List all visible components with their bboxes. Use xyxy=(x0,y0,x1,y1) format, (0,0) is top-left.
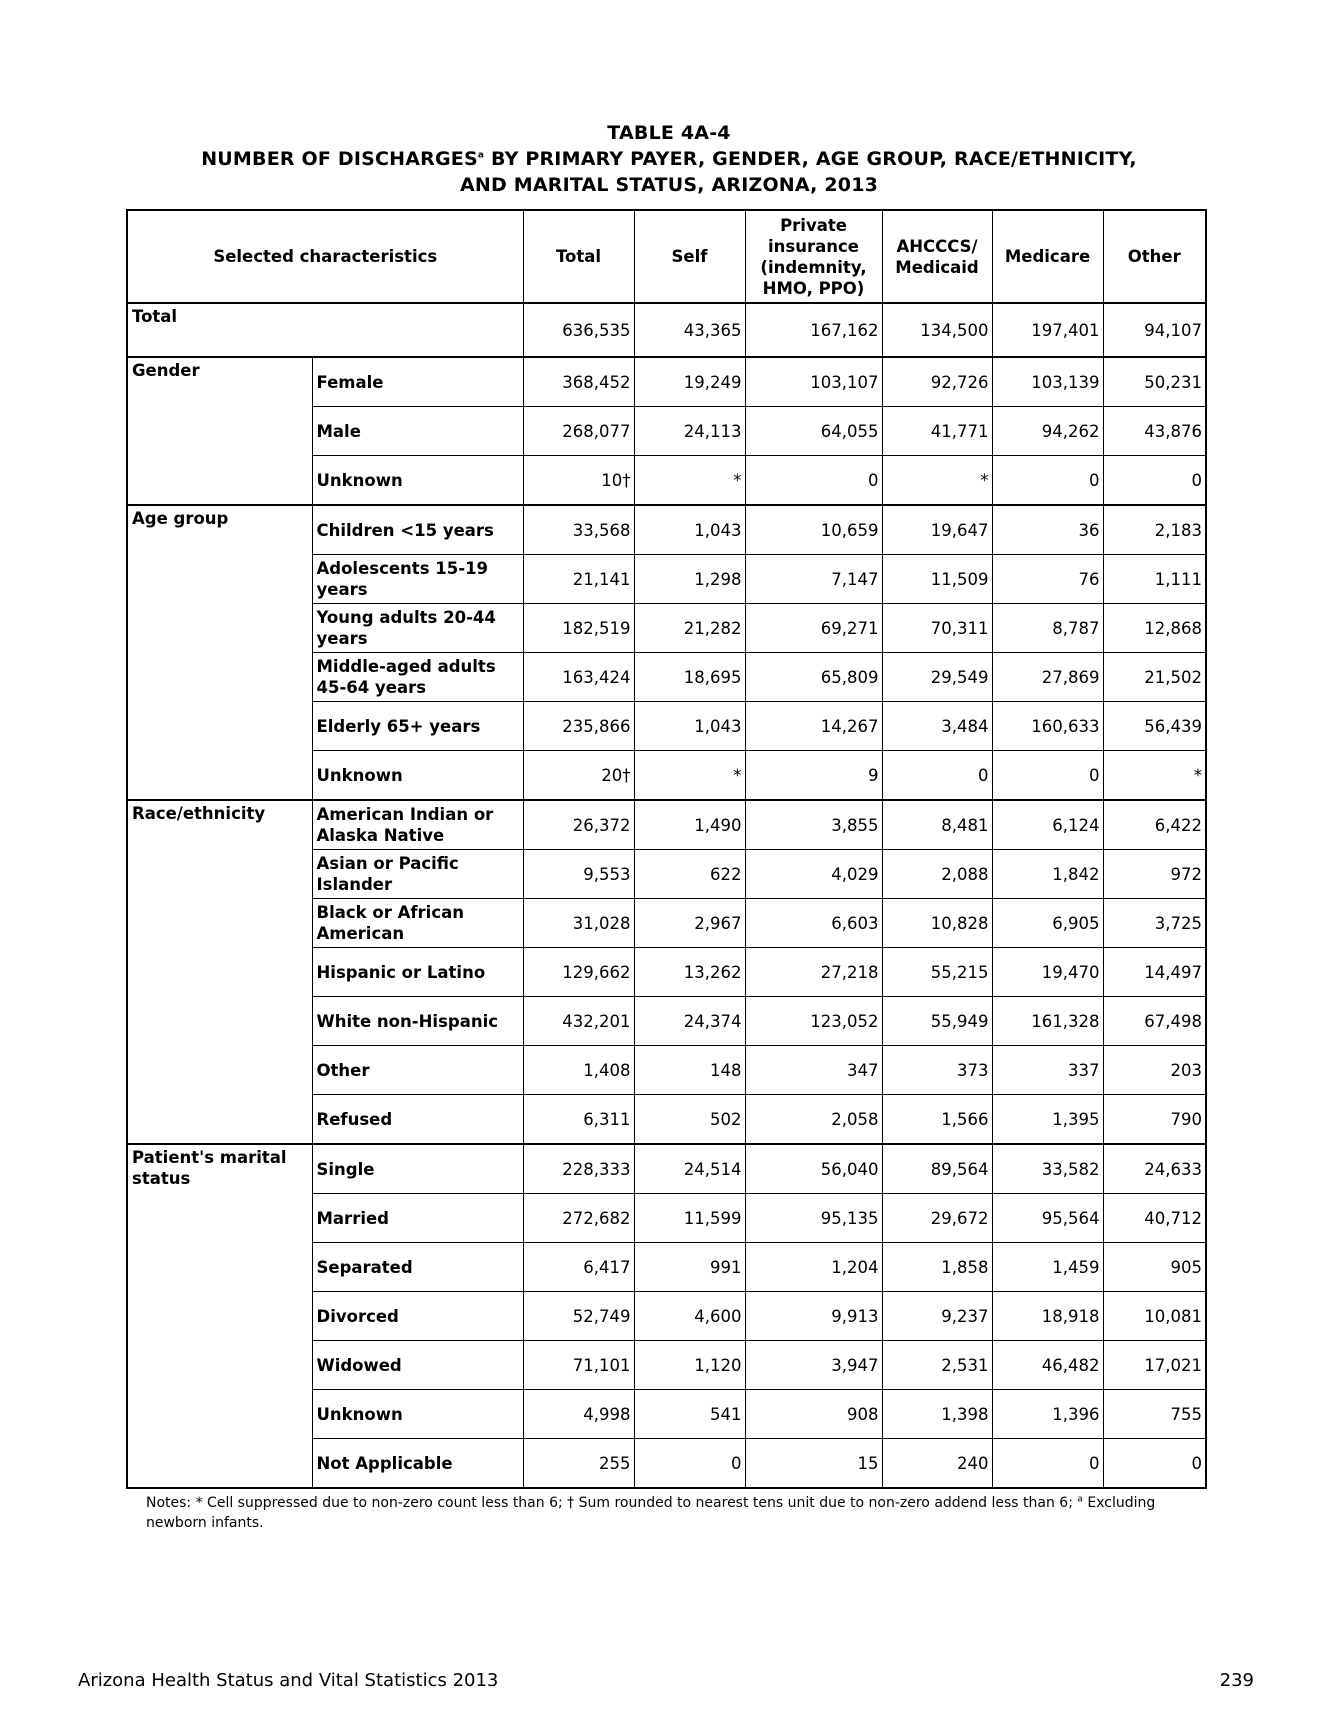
row-label: Male xyxy=(312,407,523,456)
header-other: Other xyxy=(1103,210,1206,303)
value-cell: 240 xyxy=(882,1439,992,1489)
value-cell: 95,135 xyxy=(745,1194,882,1243)
value-cell: 10,828 xyxy=(882,899,992,948)
value-cell: 6,417 xyxy=(523,1243,634,1292)
value-cell: 432,201 xyxy=(523,997,634,1046)
value-cell: 95,564 xyxy=(992,1194,1103,1243)
value-cell: 1,395 xyxy=(992,1095,1103,1145)
value-cell: 29,672 xyxy=(882,1194,992,1243)
value-cell: 40,712 xyxy=(1103,1194,1206,1243)
value-cell: 0 xyxy=(992,456,1103,506)
title-line-2 xyxy=(0,146,1338,172)
group-label: Race/ethnicity xyxy=(127,800,312,1144)
value-cell: 31,028 xyxy=(523,899,634,948)
value-cell: 541 xyxy=(634,1390,745,1439)
value-cell: 6,603 xyxy=(745,899,882,948)
value-cell: 9,553 xyxy=(523,850,634,899)
value-cell: 1,858 xyxy=(882,1243,992,1292)
value-cell: 636,535 xyxy=(523,303,634,357)
table-row-total xyxy=(127,303,1206,357)
value-cell: 103,139 xyxy=(992,357,1103,407)
notes-superscript: a xyxy=(1077,1494,1083,1505)
value-cell: 10† xyxy=(523,456,634,506)
table-row xyxy=(127,1144,1206,1194)
footer-publication-title: Arizona Health Status and Vital Statistics 2013 xyxy=(78,1670,499,1691)
value-cell: 3,947 xyxy=(745,1341,882,1390)
value-cell: 29,549 xyxy=(882,653,992,702)
value-cell: 163,424 xyxy=(523,653,634,702)
row-label: Female xyxy=(312,357,523,407)
value-cell: 1,490 xyxy=(634,800,745,850)
footer-page-number: 239 xyxy=(1219,1670,1254,1691)
value-cell: 0 xyxy=(634,1439,745,1489)
value-cell: 6,124 xyxy=(992,800,1103,850)
value-cell: 2,967 xyxy=(634,899,745,948)
value-cell: 24,113 xyxy=(634,407,745,456)
value-cell: 1,398 xyxy=(882,1390,992,1439)
value-cell: 2,088 xyxy=(882,850,992,899)
value-cell: 33,568 xyxy=(523,505,634,555)
row-label: Unknown xyxy=(312,1390,523,1439)
value-cell: 908 xyxy=(745,1390,882,1439)
value-cell: 347 xyxy=(745,1046,882,1095)
title-superscript: a xyxy=(477,150,485,161)
value-cell: 2,183 xyxy=(1103,505,1206,555)
row-label: Asian or Pacific Islander xyxy=(312,850,523,899)
value-cell: 26,372 xyxy=(523,800,634,850)
value-cell: 27,218 xyxy=(745,948,882,997)
value-cell: 71,101 xyxy=(523,1341,634,1390)
value-cell: 17,021 xyxy=(1103,1341,1206,1390)
value-cell: 10,081 xyxy=(1103,1292,1206,1341)
value-cell: 103,107 xyxy=(745,357,882,407)
value-cell: 10,659 xyxy=(745,505,882,555)
group-label: Patient's marital status xyxy=(127,1144,312,1488)
value-cell: 50,231 xyxy=(1103,357,1206,407)
value-cell: 1,043 xyxy=(634,702,745,751)
value-cell: 502 xyxy=(634,1095,745,1145)
value-cell: 3,855 xyxy=(745,800,882,850)
row-label: Hispanic or Latino xyxy=(312,948,523,997)
value-cell: * xyxy=(882,456,992,506)
value-cell: * xyxy=(1103,751,1206,801)
row-label: Divorced xyxy=(312,1292,523,1341)
table-body xyxy=(127,303,1206,1488)
value-cell: 0 xyxy=(745,456,882,506)
value-cell: 7,147 xyxy=(745,555,882,604)
row-label: Not Applicable xyxy=(312,1439,523,1489)
value-cell: 905 xyxy=(1103,1243,1206,1292)
value-cell: 92,726 xyxy=(882,357,992,407)
value-cell: 2,531 xyxy=(882,1341,992,1390)
value-cell: 52,749 xyxy=(523,1292,634,1341)
value-cell: 46,482 xyxy=(992,1341,1103,1390)
value-cell: 0 xyxy=(992,1439,1103,1489)
row-label: Middle-aged adults 45-64 years xyxy=(312,653,523,702)
row-label: Elderly 65+ years xyxy=(312,702,523,751)
value-cell: 9,913 xyxy=(745,1292,882,1341)
value-cell: 1,842 xyxy=(992,850,1103,899)
row-label: Refused xyxy=(312,1095,523,1145)
value-cell: 24,374 xyxy=(634,997,745,1046)
title-line-3: AND MARITAL STATUS, ARIZONA, 2013 xyxy=(459,174,879,196)
value-cell: 94,107 xyxy=(1103,303,1206,357)
value-cell: 972 xyxy=(1103,850,1206,899)
row-label-total: Total xyxy=(127,303,523,357)
value-cell: 4,029 xyxy=(745,850,882,899)
value-cell: 14,267 xyxy=(745,702,882,751)
discharges-table xyxy=(126,209,1207,1489)
header-private-insurance: Private insurance (indemnity, HMO, PPO) xyxy=(745,210,882,303)
value-cell: 21,502 xyxy=(1103,653,1206,702)
row-label: White non-Hispanic xyxy=(312,997,523,1046)
value-cell: 167,162 xyxy=(745,303,882,357)
value-cell: 64,055 xyxy=(745,407,882,456)
value-cell: 255 xyxy=(523,1439,634,1489)
value-cell: 56,439 xyxy=(1103,702,1206,751)
table-row xyxy=(127,357,1206,407)
value-cell: 373 xyxy=(882,1046,992,1095)
row-label: Widowed xyxy=(312,1341,523,1390)
value-cell: 94,262 xyxy=(992,407,1103,456)
table-title xyxy=(0,120,1338,198)
value-cell: 123,052 xyxy=(745,997,882,1046)
header-total: Total xyxy=(523,210,634,303)
value-cell: 4,600 xyxy=(634,1292,745,1341)
value-cell: 6,422 xyxy=(1103,800,1206,850)
value-cell: 160,633 xyxy=(992,702,1103,751)
value-cell: 1,396 xyxy=(992,1390,1103,1439)
title-line-2b: BY PRIMARY PAYER, GENDER, AGE GROUP, RACE/ETHNICITY, xyxy=(484,148,1137,170)
value-cell: 27,869 xyxy=(992,653,1103,702)
row-label: Separated xyxy=(312,1243,523,1292)
notes-text-a: Notes: * Cell suppressed due to non-zero count less than 6; † Sum rounded to nearest tens unit due to non-zero addend less than 6; xyxy=(146,1495,1078,1511)
value-cell: 21,282 xyxy=(634,604,745,653)
header-selected-characteristics: Selected characteristics xyxy=(127,210,523,303)
value-cell: * xyxy=(634,456,745,506)
row-label: American Indian or Alaska Native xyxy=(312,800,523,850)
value-cell: 337 xyxy=(992,1046,1103,1095)
value-cell: 36 xyxy=(992,505,1103,555)
value-cell: 89,564 xyxy=(882,1144,992,1194)
value-cell: 0 xyxy=(1103,1439,1206,1489)
value-cell: 11,599 xyxy=(634,1194,745,1243)
value-cell: 43,876 xyxy=(1103,407,1206,456)
value-cell: 18,695 xyxy=(634,653,745,702)
value-cell: 1,043 xyxy=(634,505,745,555)
value-cell: 1,120 xyxy=(634,1341,745,1390)
row-label: Unknown xyxy=(312,456,523,506)
row-label: Adolescents 15-19 years xyxy=(312,555,523,604)
row-label: Other xyxy=(312,1046,523,1095)
value-cell: 18,918 xyxy=(992,1292,1103,1341)
value-cell: 0 xyxy=(1103,456,1206,506)
value-cell: 19,470 xyxy=(992,948,1103,997)
value-cell: 991 xyxy=(634,1243,745,1292)
value-cell: 13,262 xyxy=(634,948,745,997)
value-cell: 228,333 xyxy=(523,1144,634,1194)
value-cell: 622 xyxy=(634,850,745,899)
value-cell: 19,647 xyxy=(882,505,992,555)
value-cell: 41,771 xyxy=(882,407,992,456)
value-cell: 2,058 xyxy=(745,1095,882,1145)
value-cell: 65,809 xyxy=(745,653,882,702)
value-cell: 755 xyxy=(1103,1390,1206,1439)
value-cell: 12,868 xyxy=(1103,604,1206,653)
value-cell: 0 xyxy=(992,751,1103,801)
header-row xyxy=(127,210,1206,303)
value-cell: 9 xyxy=(745,751,882,801)
title-line-1: TABLE 4A-4 xyxy=(607,122,731,144)
value-cell: 272,682 xyxy=(523,1194,634,1243)
value-cell: 15 xyxy=(745,1439,882,1489)
value-cell: 0 xyxy=(882,751,992,801)
table-row xyxy=(127,800,1206,850)
value-cell: 6,905 xyxy=(992,899,1103,948)
value-cell: 9,237 xyxy=(882,1292,992,1341)
value-cell: 1,459 xyxy=(992,1243,1103,1292)
value-cell: 1,298 xyxy=(634,555,745,604)
value-cell: 20† xyxy=(523,751,634,801)
notes-text-b: Excluding newborn infants. xyxy=(146,1495,1156,1531)
value-cell: 1,111 xyxy=(1103,555,1206,604)
row-label: Young adults 20-44 years xyxy=(312,604,523,653)
value-cell: 129,662 xyxy=(523,948,634,997)
value-cell: 70,311 xyxy=(882,604,992,653)
table-notes xyxy=(146,1493,1206,1533)
value-cell: 1,204 xyxy=(745,1243,882,1292)
value-cell: 161,328 xyxy=(992,997,1103,1046)
value-cell: 1,566 xyxy=(882,1095,992,1145)
table-row xyxy=(127,505,1206,555)
value-cell: 43,365 xyxy=(634,303,745,357)
value-cell: 55,949 xyxy=(882,997,992,1046)
value-cell: 24,514 xyxy=(634,1144,745,1194)
title-line-2a: NUMBER OF DISCHARGES xyxy=(201,148,478,170)
value-cell: 21,141 xyxy=(523,555,634,604)
value-cell: 19,249 xyxy=(634,357,745,407)
header-ahcccs-medicaid: AHCCCS/ Medicaid xyxy=(882,210,992,303)
value-cell: 55,215 xyxy=(882,948,992,997)
value-cell: 8,787 xyxy=(992,604,1103,653)
value-cell: 197,401 xyxy=(992,303,1103,357)
value-cell: 69,271 xyxy=(745,604,882,653)
header-self: Self xyxy=(634,210,745,303)
group-label: Gender xyxy=(127,357,312,505)
row-label: Black or African American xyxy=(312,899,523,948)
value-cell: 1,408 xyxy=(523,1046,634,1095)
row-label: Children <15 years xyxy=(312,505,523,555)
value-cell: 4,998 xyxy=(523,1390,634,1439)
value-cell: 14,497 xyxy=(1103,948,1206,997)
value-cell: 33,582 xyxy=(992,1144,1103,1194)
value-cell: 268,077 xyxy=(523,407,634,456)
value-cell: 24,633 xyxy=(1103,1144,1206,1194)
value-cell: 134,500 xyxy=(882,303,992,357)
value-cell: 3,725 xyxy=(1103,899,1206,948)
value-cell: 8,481 xyxy=(882,800,992,850)
value-cell: 11,509 xyxy=(882,555,992,604)
value-cell: 235,866 xyxy=(523,702,634,751)
header-medicare: Medicare xyxy=(992,210,1103,303)
row-label: Single xyxy=(312,1144,523,1194)
value-cell: 3,484 xyxy=(882,702,992,751)
value-cell: 56,040 xyxy=(745,1144,882,1194)
value-cell: 76 xyxy=(992,555,1103,604)
value-cell: 6,311 xyxy=(523,1095,634,1145)
value-cell: 148 xyxy=(634,1046,745,1095)
value-cell: 790 xyxy=(1103,1095,1206,1145)
value-cell: 67,498 xyxy=(1103,997,1206,1046)
value-cell: 182,519 xyxy=(523,604,634,653)
group-label: Age group xyxy=(127,505,312,800)
value-cell: * xyxy=(634,751,745,801)
value-cell: 368,452 xyxy=(523,357,634,407)
row-label: Unknown xyxy=(312,751,523,801)
value-cell: 203 xyxy=(1103,1046,1206,1095)
row-label: Married xyxy=(312,1194,523,1243)
